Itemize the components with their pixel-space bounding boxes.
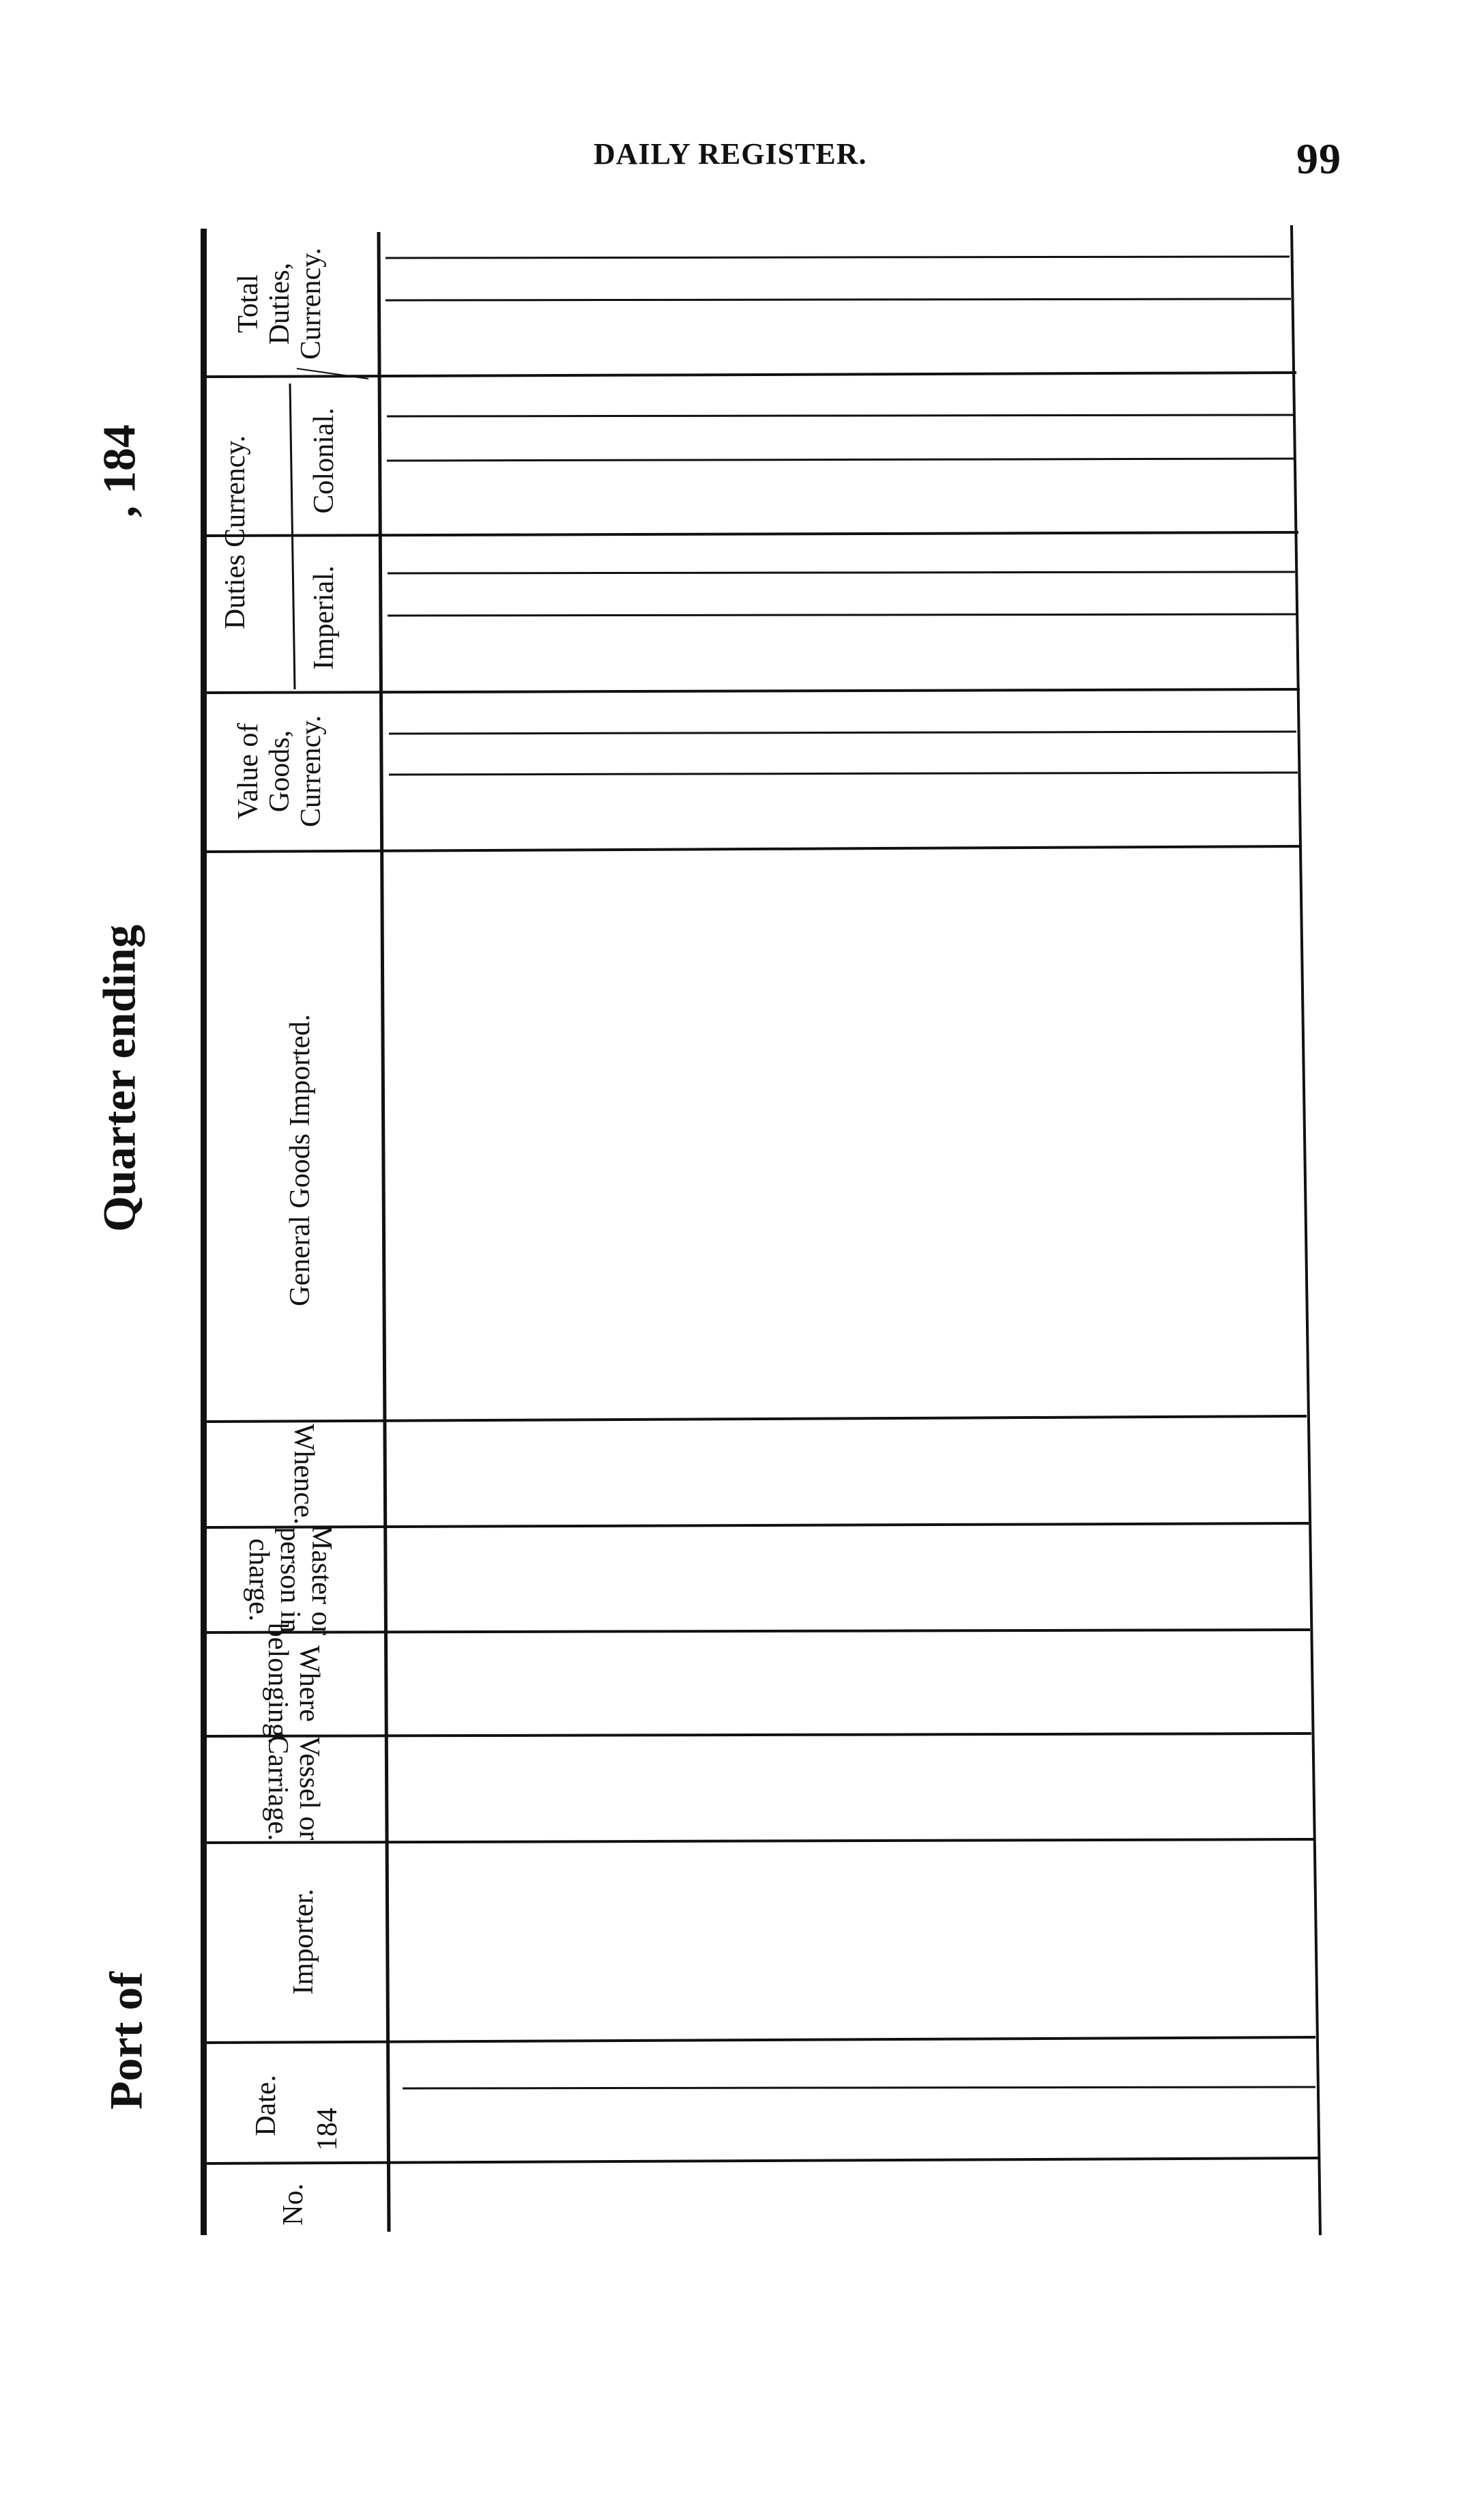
header-date: Date. bbox=[250, 2075, 282, 2136]
header-duties-currency: Duties Currency. bbox=[220, 435, 251, 630]
header-value-of-goods: Value of Goods, Currency. bbox=[233, 715, 327, 828]
header-imperial: Imperial. bbox=[308, 565, 340, 670]
running-head: DAILY REGISTER. bbox=[594, 137, 867, 171]
header-importer: Importer. bbox=[288, 1888, 319, 1995]
header-colonial: Colonial. bbox=[308, 407, 340, 514]
title-year: , 184 bbox=[93, 425, 145, 517]
title-port-of: Port of bbox=[100, 1971, 152, 2110]
header-master: Master or person in charge. bbox=[243, 1524, 337, 1636]
page-number: 99 bbox=[1296, 134, 1341, 183]
header-whence: Whence. bbox=[288, 1423, 319, 1525]
header-date-year: 184 bbox=[312, 2108, 343, 2151]
header-total-duties: Total Duties, Currency. bbox=[233, 247, 327, 360]
header-no: No. bbox=[278, 2183, 309, 2226]
title-quarter-ending: Quarter ending bbox=[93, 924, 145, 1233]
header-where-belonging: Where belonging. bbox=[262, 1622, 325, 1745]
header-general-goods: General Goods Imported. bbox=[285, 1013, 316, 1307]
header-vessel: Vessel or Carriage. bbox=[262, 1735, 325, 1841]
